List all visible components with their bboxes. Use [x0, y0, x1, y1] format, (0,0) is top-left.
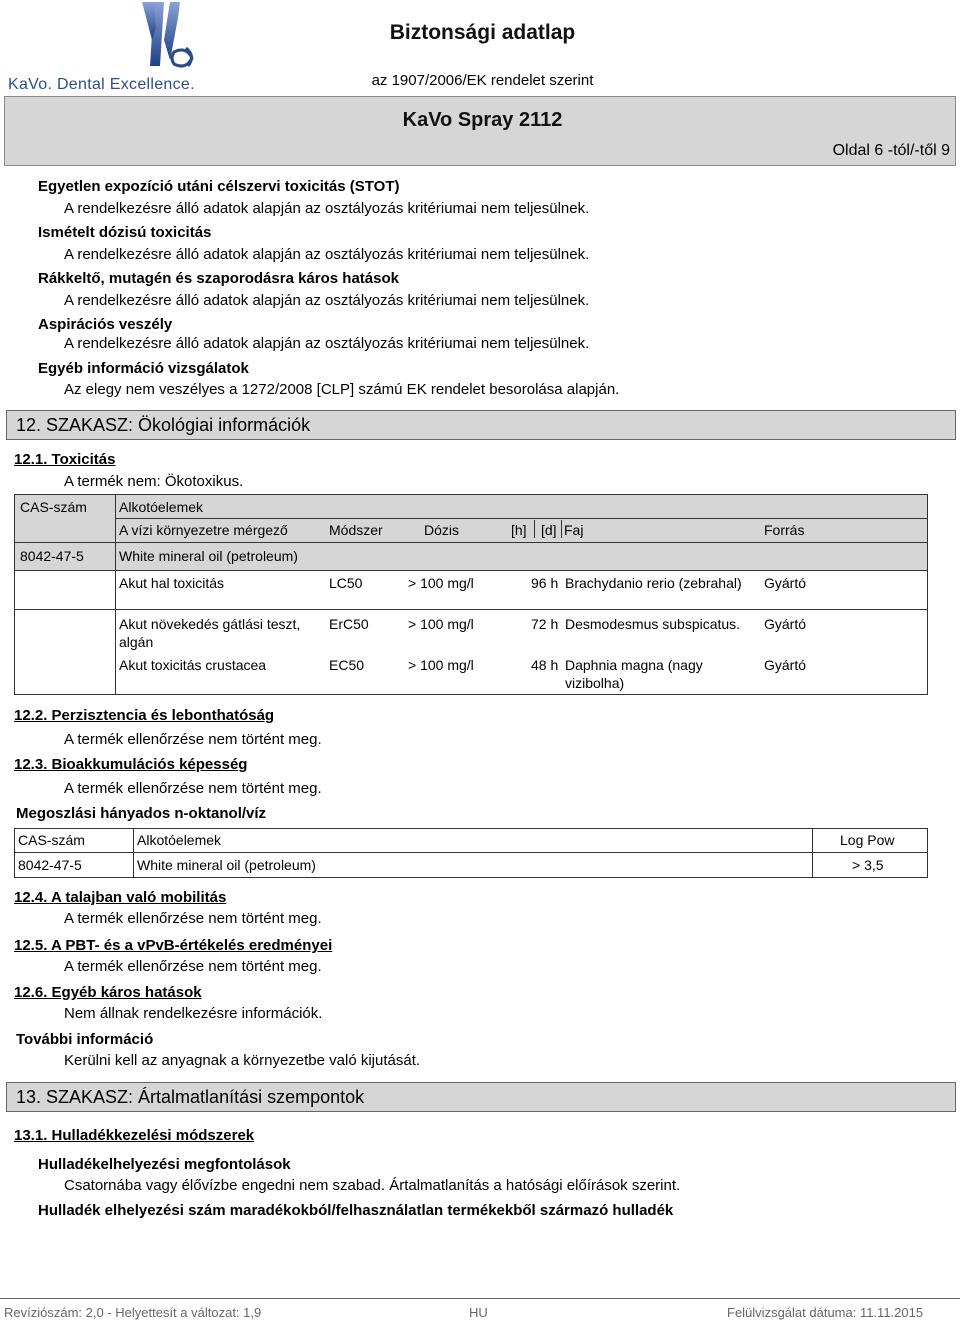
footer-review-date: Felülvizsgálat dátuma: 11.11.2015 — [727, 1305, 924, 1320]
cmr-text: A rendelkezésre álló adatok alapján az osztályozás kritériumai nem teljesülnek. — [64, 292, 590, 309]
table-row-species: Brachydanio rerio (zebrahal) — [565, 575, 742, 591]
table-row-time: 96 h — [531, 575, 559, 591]
footer-revision: Revíziószám: 2,0 - Helyettesít a változat: 1,9 — [4, 1305, 262, 1320]
logpow-value-header: Log Pow — [840, 832, 895, 848]
col-source-header: Forrás — [764, 522, 805, 538]
section-12-title: 12. SZAKASZ: Ökológiai információk — [16, 415, 311, 435]
waste-methods-subheading: 13.1. Hulladékkezelési módszerek — [14, 1127, 255, 1144]
logo-tagline: KaVo. Dental Excellence. — [8, 76, 195, 93]
col-hours-header: [h] — [511, 522, 527, 538]
cmr-heading: Rákkeltő, mutagén és szaporodásra káros hatások — [38, 270, 399, 287]
logpow-line — [14, 828, 15, 877]
table-row-method: LC50 — [329, 575, 363, 591]
logpow-value: > 3,5 — [852, 857, 884, 873]
table-row-test: Akut hal toxicitás — [119, 575, 225, 591]
col-component-header: Alkotóelemek — [119, 499, 204, 515]
stot-single-text: A rendelkezésre álló adatok alapján az osztályozás kritériumai nem teljesülnek. — [64, 200, 590, 217]
document-subtitle: az 1907/2006/EK rendelet szerint — [371, 72, 594, 89]
ecotox-line — [14, 609, 928, 610]
table-row-source: Gyártó — [764, 575, 807, 591]
further-info-text: Kerülni kell az anyagnak a környezetbe való kijutását. — [64, 1052, 421, 1069]
col-method-header: Módszer — [329, 522, 383, 538]
logpow-line — [927, 828, 928, 877]
logpow-cas-header: CAS-szám — [18, 832, 85, 848]
other-effects-text: Nem állnak rendelkezésre információk. — [64, 1005, 323, 1022]
logpow-component-header: Alkotóelemek — [137, 832, 222, 848]
disposal-heading: Hulladékelhelyezési megfontolások — [38, 1156, 291, 1173]
logpow-line — [14, 852, 928, 853]
further-info-heading: További információ — [16, 1031, 154, 1048]
substance-name: White mineral oil (petroleum) — [119, 548, 298, 564]
ecotox-line — [927, 494, 928, 694]
table-row-species: Daphnia magna (nagy — [565, 657, 703, 673]
table-row-method: EC50 — [329, 657, 365, 673]
pbt-subheading: 12.5. A PBT- és a vPvB-értékelés eredményei — [14, 937, 333, 954]
section-13-title: 13. SZAKASZ: Ártalmatlanítási szempontok — [16, 1087, 365, 1107]
toxicity-text: A termék nem: Ökotoxikus. — [64, 473, 244, 490]
other-effects-subheading: 12.6. Egyéb káros hatások — [14, 984, 202, 1001]
repeated-dose-text: A rendelkezésre álló adatok alapján az osztályozás kritériumai nem teljesülnek. — [64, 246, 590, 263]
persistence-text: A termék ellenőrzése nem történt meg. — [64, 731, 322, 748]
col-species-header: Faj — [564, 522, 584, 538]
table-row-time: 48 h — [531, 657, 559, 673]
footer-language: HU — [469, 1305, 488, 1320]
ecotox-line — [115, 494, 116, 694]
disposal-text: Csatornába vagy élővízbe engedni nem szabad. Ártalmatlanítás a hatósági előírások szerint. — [64, 1177, 681, 1194]
ecotox-line — [14, 494, 15, 694]
table-row-species-cont: vizibolha) — [565, 675, 625, 691]
col-dose-header: Dózis — [424, 522, 460, 538]
partition-heading: Megoszlási hányados n-oktanol/víz — [16, 805, 267, 822]
col-cas-header: CAS-szám — [20, 499, 87, 515]
table-row-dose: > 100 mg/l — [408, 616, 474, 632]
logpow-component: White mineral oil (petroleum) — [137, 857, 316, 873]
bioaccumulation-subheading: 12.3. Bioakkumulációs képesség — [14, 756, 248, 773]
ecotox-line — [14, 494, 928, 495]
toxicity-subheading: 12.1. Toxicitás — [14, 451, 116, 468]
stot-single-heading: Egyetlen expozíció utáni célszervi toxicitás (STOT) — [38, 178, 400, 195]
page-number: Oldal 6 -tól/-től 9 — [832, 142, 950, 159]
other-info-heading: Egyéb információ vizsgálatok — [38, 360, 249, 377]
ecotox-line — [115, 518, 928, 519]
table-row-method: ErC50 — [329, 616, 369, 632]
mobility-text: A termék ellenőrzése nem történt meg. — [64, 910, 322, 927]
waste-code-heading: Hulladék elhelyezési szám maradékokból/felhasználatlan termékekből származó hulladék — [38, 1202, 674, 1219]
table-row-test: Akut toxicitás crustacea — [119, 657, 267, 673]
logpow-line — [14, 877, 928, 878]
table-row-dose: > 100 mg/l — [408, 657, 474, 673]
document-title: Biztonsági adatlap — [389, 21, 576, 44]
other-info-text: Az elegy nem veszélyes a 1272/2008 [CLP] számú EK rendelet besorolása alapján. — [64, 381, 620, 398]
table-row-test-cont: algán — [119, 634, 154, 650]
ecotox-line — [14, 542, 928, 543]
table-row-source: Gyártó — [764, 616, 807, 632]
substance-cas: 8042-47-5 — [20, 548, 84, 564]
logpow-cas: 8042-47-5 — [18, 857, 82, 873]
table-row-species: Desmodesmus subspicatus. — [565, 616, 741, 632]
table-row-dose: > 100 mg/l — [408, 575, 474, 591]
header-separator — [534, 520, 535, 538]
product-name: KaVo Spray 2112 — [402, 109, 563, 131]
ecotox-line — [14, 694, 928, 695]
logpow-line — [14, 828, 928, 829]
repeated-dose-heading: Ismételt dózisú toxicitás — [38, 224, 212, 241]
table-row-test: Akut növekedés gátlási teszt, — [119, 616, 301, 632]
pbt-text: A termék ellenőrzése nem történt meg. — [64, 958, 322, 975]
footer-divider — [0, 1298, 960, 1299]
ecotox-line — [14, 570, 928, 571]
mobility-subheading: 12.4. A talajban való mobilitás — [14, 889, 227, 906]
col-days-header: [d] — [541, 522, 557, 538]
logpow-line — [812, 828, 813, 877]
table-row-source: Gyártó — [764, 657, 807, 673]
persistence-subheading: 12.2. Perzisztencia és lebonthatóság — [14, 707, 275, 724]
bioaccumulation-text: A termék ellenőrzése nem történt meg. — [64, 780, 322, 797]
table-row-time: 72 h — [531, 616, 559, 632]
header-separator — [561, 520, 562, 538]
col-aquatic-header: A vízi környezetre mérgező — [119, 522, 288, 538]
aspiration-text: A rendelkezésre álló adatok alapján az osztályozás kritériumai nem teljesülnek. — [64, 335, 590, 352]
logpow-line — [133, 828, 134, 877]
aspiration-heading: Aspirációs veszély — [38, 316, 173, 333]
